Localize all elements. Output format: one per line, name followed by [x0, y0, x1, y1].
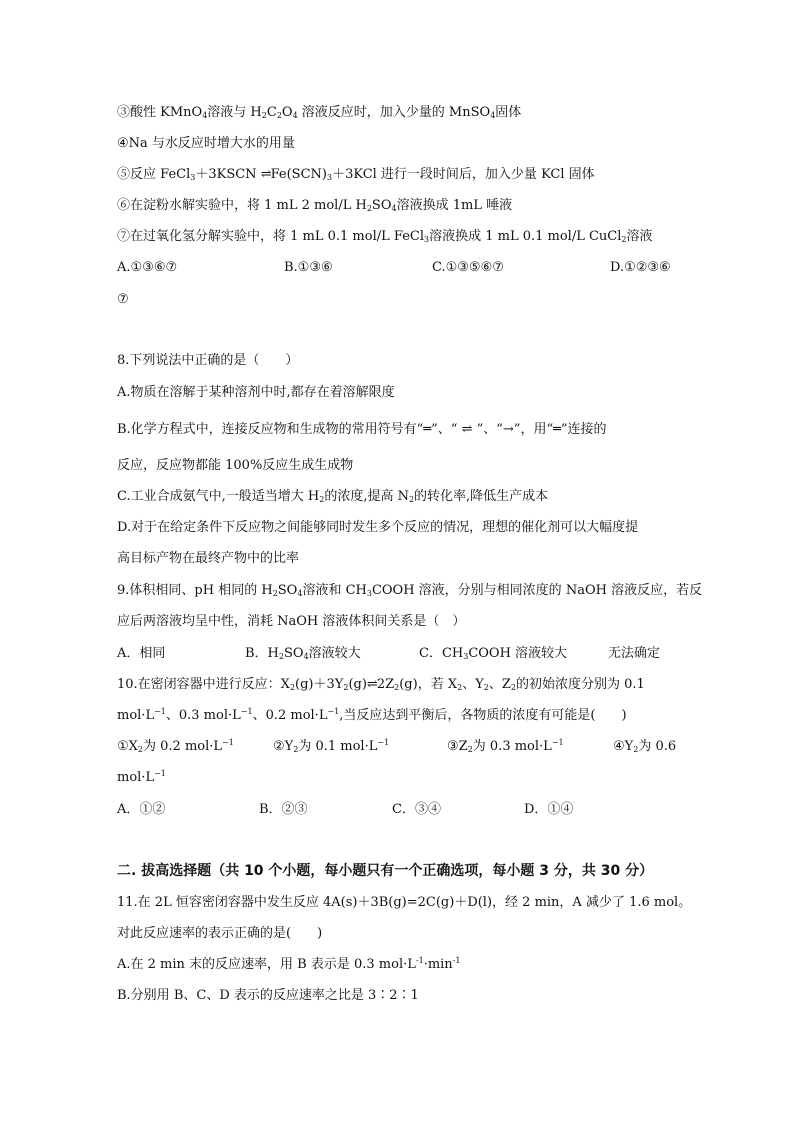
q10-option-d[interactable]: D．①④: [524, 802, 574, 817]
q8-option-b-continued: 反应，反应物都能 100%反应生成生成物: [117, 458, 354, 473]
section-2-heading: 二. 拔高选择题（共 10 个小题，每小题只有一个正确选项，每小题 3 分，共 30 分）: [117, 863, 654, 879]
q10-item-2: $②Y_2$为 0.1 $mol\cdot L^{-1}$: [273, 738, 390, 754]
q10-option-a[interactable]: A．①②: [117, 802, 166, 817]
equilibrium-arrow: ⇌: [366, 677, 377, 692]
q10-option-b[interactable]: B．②③: [259, 802, 308, 817]
q7-item-3: ③酸性 KMnO$_4$溶液与 $H_2C_2O_4$ 溶液反应时，加入少量的 MnSO$_4$固体: [117, 105, 522, 120]
q10-stem-continued: $mol\cdot L^{-1}$、0.3 $mol\cdot L^{-1}$、0.2 $mol\cdot L^{-1}$,当反应达到平衡后，各物质的浓度有可能是( ): [117, 707, 627, 723]
q8-option-d-continued: 高目标产物在最终产物中的比率: [117, 551, 300, 566]
q8-option-a[interactable]: A.物质在溶解于某种溶剂中时,都存在着溶解限度: [117, 385, 395, 400]
q7-option-b[interactable]: B.①③⑥: [284, 260, 333, 275]
q9-option-b[interactable]: B．$H_2SO_4$溶液较大: [245, 646, 361, 661]
q11-stem-continued: 对此反应速率的表示正确的是( ): [117, 926, 323, 941]
q9-option-c[interactable]: C．$CH_3COOH$ 溶液较大: [419, 646, 568, 661]
equilibrium-arrow: ⇌: [260, 167, 271, 182]
q9-stem-continued: 应后两溶液均呈中性，消耗 NaOH 溶液体积间关系是（ ）: [117, 614, 466, 629]
q9-option-a[interactable]: A．相同: [117, 646, 166, 661]
q11-option-a[interactable]: A.在 2 min 末的反应速率，用 B 表示是 0.3 $mol\cdot L^{-1}\cdot\min^{-1}$: [117, 956, 461, 972]
q10-stem: 10.在密闭容器中进行反应：$X_2(g)+3Y_2(g)\rightleftharpoons 2Z_2(g)$，若 $X_2$、$Y_2$、$Z_2$的初始浓度分别为 0.1: [117, 677, 645, 692]
q8-option-d[interactable]: D.对于在给定条件下反应物之间能够同时发生多个反应的情况，理想的催化剂可以大幅度提: [117, 520, 639, 535]
q7-item-4: ④Na 与水反应时增大水的用量: [117, 136, 295, 151]
q11-stem: 11.在 2L 恒容密闭容器中发生反应 4A(s)＋3B(g)=2C(g)＋D(l)，经 2 min，A 减少了 1.6 mol。: [117, 895, 692, 910]
q8-option-b[interactable]: B.化学方程式中，连接反应物和生成物的常用符号有“═”、“ ⇌ ”、“→”，用“═”连接的: [117, 422, 607, 437]
q7-item-6: ⑥在淀粉水解实验中，将 1 mL 2 mol/L $H_2SO_4$溶液换成 1mL 唾液: [117, 198, 513, 213]
q10-item-3: $③Z_2$为 0.3 $mol\cdot L^{-1}$: [447, 738, 564, 754]
q7-option-a[interactable]: A.①③⑥⑦: [117, 260, 178, 275]
q9-stem: 9.体积相同、pH 相同的 $H_2SO_4$溶液和 $CH_3COOH$ 溶液，分别与相同浓度的 NaOH 溶液反应，若反: [117, 583, 703, 598]
q10-item-1: $①X_2$为 0.2 $mol\cdot L^{-1}$: [117, 738, 234, 754]
q7-item-5: ⑤反应 FeCl$_3$＋3KSCN $\rightleftharpoons Fe(SCN)_3+3KCl$ 进行一段时间后，加入少量 KCl 固体: [117, 167, 595, 182]
q8-option-c[interactable]: C.工业合成氨气中,一般适当增大 $H_2$的浓度,提高 $N_2$的转化率,降低生产成本: [117, 489, 549, 504]
q10-item-4-continued: $mol\cdot L^{-1}$: [117, 769, 166, 785]
q7-option-d[interactable]: D.①②③⑥: [610, 260, 671, 275]
q9-option-d[interactable]: 无法确定: [608, 646, 661, 661]
q10-item-4: $④Y_2$为 0.6: [613, 739, 677, 754]
q7-option-d-continued: ⑦: [117, 292, 129, 307]
q11-option-b[interactable]: B.分别用 B、C、D 表示的反应速率之比是 3∶2∶1: [117, 988, 419, 1003]
q10-option-c[interactable]: C．③④: [392, 802, 441, 817]
q7-option-c[interactable]: C.①③⑤⑥⑦: [432, 260, 504, 275]
q8-stem: 8.下列说法中正确的是（ ）: [117, 353, 299, 368]
q7-item-7: ⑦在过氧化氢分解实验中，将 1 mL 0.1 mol/L FeCl$_3$溶液换成 1 mL 0.1 mol/L CuCl$_2$溶液: [117, 229, 653, 244]
